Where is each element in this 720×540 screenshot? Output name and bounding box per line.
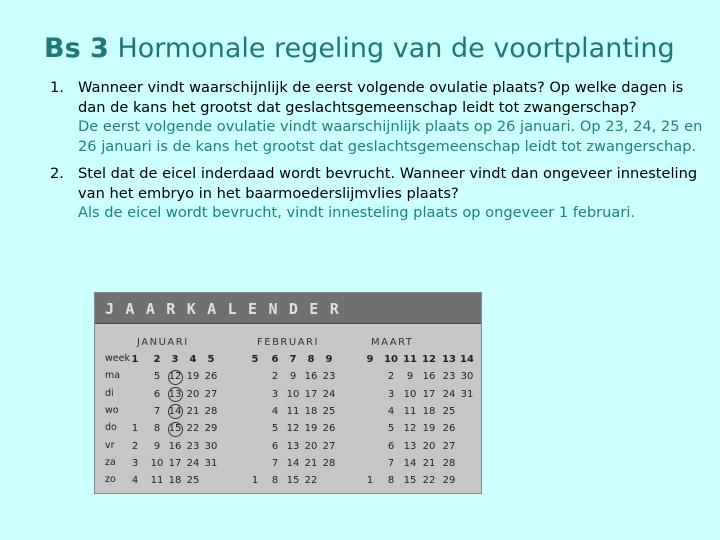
calendar-header: [95, 293, 481, 324]
calendar-day: 15: [403, 475, 417, 487]
calendar-day: 5: [387, 423, 395, 435]
week-number: 2: [153, 354, 161, 365]
calendar-day: 3: [271, 388, 279, 400]
calendar-day: 26: [322, 423, 336, 435]
calendar-day: 4: [131, 475, 139, 487]
answer-text: De eerst volgende ovulatie vindt waarschijnlijk plaats op 26 januari. Op 23, 24, 25 en 26 januari is de kans het grootst dat geslachtsgemeenschap leidt tot zwangerschap.: [78, 118, 703, 155]
calendar-day: 13: [286, 440, 300, 452]
calendar-day: 26: [442, 423, 456, 435]
week-number: 5: [207, 354, 215, 365]
week-number: 4: [189, 354, 197, 365]
question-number: 2.: [50, 165, 64, 182]
calendar-day: 9: [153, 440, 161, 452]
calendar-day: 25: [442, 405, 456, 417]
calendar-day: 29: [442, 475, 456, 487]
calendar-day: 22: [186, 423, 200, 435]
calendar-day: 20: [186, 388, 200, 400]
calendar-day: 17: [304, 388, 318, 400]
calendar-day: 19: [422, 423, 436, 435]
calendar-day: 5: [271, 423, 279, 435]
calendar-title: JAARKALENDER: [105, 300, 351, 318]
calendar-day: 29: [204, 423, 218, 435]
calendar-day: 27: [204, 388, 218, 400]
week-number: 6: [271, 354, 279, 365]
calendar-day: 18: [168, 475, 182, 487]
calendar-day: 1: [251, 475, 259, 487]
page-title: [44, 33, 675, 64]
week-number: 8: [307, 354, 315, 365]
calendar-day: 31: [460, 388, 474, 400]
title-text: Hormonale regeling van de voortplanting: [117, 33, 675, 64]
weekday-label: ma: [105, 370, 121, 382]
calendar-day: 12: [168, 371, 182, 383]
calendar-day: 4: [271, 405, 279, 417]
question-number: 1.: [50, 79, 64, 96]
calendar-day: 7: [271, 457, 279, 469]
calendar-day: 16: [168, 440, 182, 452]
calendar-day: 10: [403, 388, 417, 400]
calendar-day: 30: [204, 440, 218, 452]
calendar-day: 20: [304, 440, 318, 452]
calendar-day: 7: [153, 405, 161, 417]
calendar-day: 6: [153, 388, 161, 400]
calendar-day: 17: [168, 457, 182, 469]
week-number: 11: [403, 354, 417, 365]
calendar-day: 12: [286, 423, 300, 435]
calendar-day: 28: [322, 457, 336, 469]
calendar-day: 2: [271, 371, 279, 383]
week-number: 10: [384, 354, 398, 365]
weekday-label: wo: [105, 404, 119, 416]
calendar-day: 28: [442, 457, 456, 469]
calendar-day: 19: [304, 423, 318, 435]
calendar-day: 9: [406, 371, 414, 383]
calendar-day: 15: [286, 475, 300, 487]
calendar-day: 26: [204, 371, 218, 383]
week-number: 12: [422, 354, 436, 365]
week-number: 1: [131, 354, 139, 365]
calendar-day: 15: [168, 423, 182, 435]
calendar-day: 4: [387, 405, 395, 417]
year-calendar-image: [94, 292, 482, 494]
calendar-day: 3: [387, 388, 395, 400]
week-number: 9: [366, 354, 374, 365]
question-item: [50, 78, 710, 156]
calendar-day: 16: [304, 371, 318, 383]
calendar-day: 25: [186, 475, 200, 487]
question-text: Wanneer vindt waarschijnlijk de eerst volgende ovulatie plaats? Op welke dagen is dan de kans het grootst dat geslachtsgemeenschap leidt tot zwangerschap?: [78, 79, 684, 116]
calendar-day: 10: [286, 388, 300, 400]
week-number: 9: [325, 354, 333, 365]
calendar-day: 11: [403, 405, 417, 417]
calendar-day: 6: [271, 440, 279, 452]
calendar-day: 10: [150, 457, 164, 469]
calendar-day: 3: [131, 457, 139, 469]
calendar-day: 11: [286, 405, 300, 417]
question-list: [50, 78, 710, 231]
calendar-day: 14: [286, 457, 300, 469]
calendar-day: 14: [403, 457, 417, 469]
calendar-day: 23: [186, 440, 200, 452]
calendar-day: 23: [322, 371, 336, 383]
weekday-label: di: [105, 387, 114, 399]
calendar-day: 18: [304, 405, 318, 417]
calendar-day: 20: [422, 440, 436, 452]
calendar-day: 1: [131, 423, 139, 435]
calendar-day: 5: [153, 371, 161, 383]
calendar-day: 17: [422, 388, 436, 400]
title-prefix: Bs 3: [44, 33, 109, 64]
calendar-day: 8: [153, 423, 161, 435]
calendar-day: 2: [131, 440, 139, 452]
calendar-day: 2: [387, 371, 395, 383]
week-number: 13: [442, 354, 456, 365]
calendar-day: 13: [403, 440, 417, 452]
weekday-label: vr: [105, 439, 115, 451]
calendar-day: 16: [422, 371, 436, 383]
calendar-day: 25: [322, 405, 336, 417]
month-label: JANUARI: [137, 337, 189, 348]
calendar-day: 27: [442, 440, 456, 452]
calendar-day: 8: [387, 475, 395, 487]
answer-text: Als de eicel wordt bevrucht, vindt innesteling plaats op ongeveer 1 februari.: [78, 204, 636, 221]
calendar-day: 30: [460, 371, 474, 383]
calendar-day: 23: [442, 371, 456, 383]
weekday-label: za: [105, 456, 116, 468]
week-number: 7: [289, 354, 297, 365]
calendar-day: 11: [150, 475, 164, 487]
calendar-day: 24: [442, 388, 456, 400]
week-label: week: [105, 353, 130, 364]
calendar-day: 22: [422, 475, 436, 487]
calendar-day: 7: [387, 457, 395, 469]
calendar-day: 18: [422, 405, 436, 417]
calendar-day: 9: [289, 371, 297, 383]
calendar-day: 31: [204, 457, 218, 469]
calendar-day: 19: [186, 371, 200, 383]
calendar-day: 13: [168, 388, 182, 400]
weekday-label: do: [105, 422, 117, 434]
calendar-day: 22: [304, 475, 318, 487]
question-item: [50, 164, 710, 223]
calendar-day: 28: [204, 405, 218, 417]
calendar-day: 24: [186, 457, 200, 469]
calendar-day: 24: [322, 388, 336, 400]
week-number: 14: [460, 354, 474, 365]
calendar-day: 14: [168, 405, 182, 417]
month-label: MAART: [371, 337, 414, 348]
month-label: FEBRUARI: [257, 337, 319, 348]
calendar-day: 21: [186, 405, 200, 417]
calendar-day: 12: [403, 423, 417, 435]
calendar-day: 27: [322, 440, 336, 452]
week-number: 3: [171, 354, 179, 365]
calendar-day: 1: [366, 475, 374, 487]
weekday-label: zo: [105, 474, 116, 486]
week-number: 5: [251, 354, 259, 365]
question-text: Stel dat de eicel inderdaad wordt bevrucht. Wanneer vindt dan ongeveer innesteling van het embryo in het baarmoederslijmvlies plaats?: [78, 165, 698, 202]
calendar-day: 6: [387, 440, 395, 452]
calendar-day: 21: [304, 457, 318, 469]
calendar-day: 21: [422, 457, 436, 469]
calendar-day: 8: [271, 475, 279, 487]
